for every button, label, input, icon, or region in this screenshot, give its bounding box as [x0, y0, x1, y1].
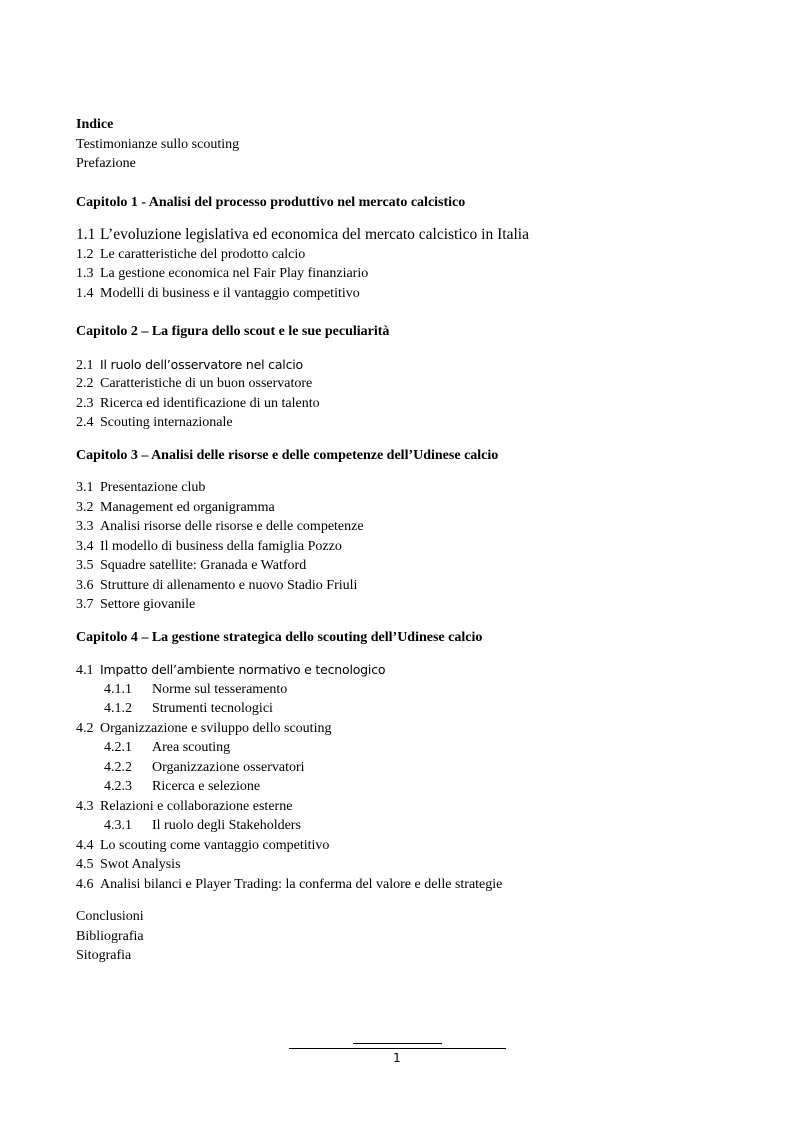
section-label: Il ruolo degli Stakeholders	[152, 818, 301, 833]
toc-subsection: 4.1.1 Norme sul tesseramento	[104, 681, 288, 697]
section-label: Norme sul tesseramento	[152, 681, 288, 697]
section-label: Lo scouting come vantaggio competitivo	[100, 837, 330, 853]
toc-section: 3.3 Analisi risorse delle risorse e delle competenze	[76, 519, 364, 534]
toc-section: 1.4 Modelli di business e il vantaggio competitivo	[76, 285, 360, 301]
section-label: Relazioni e collaborazione esterne	[100, 798, 293, 814]
page-number: 1	[393, 1051, 401, 1065]
section-label: Analisi bilanci e Player Trading: la conferma del valore e delle strategie	[100, 876, 503, 892]
section-label: Modelli di business e il vantaggio competitivo	[100, 285, 360, 301]
toc-section: 1.2 Le caratteristiche del prodotto calcio	[76, 246, 306, 262]
toc-item-sitografia: Sitografia	[76, 948, 132, 963]
section-label: Organizzazione e sviluppo dello scouting	[100, 720, 332, 736]
section-label: Area scouting	[152, 740, 231, 755]
toc-section: 4.3 Relazioni e collaborazione esterne	[76, 798, 293, 814]
chapter-3-title: Capitolo 3 – Analisi delle risorse e delle competenze dell’Udinese calcio	[76, 447, 499, 463]
section-label: Settore giovanile	[100, 597, 196, 612]
chapter-4-title: Capitolo 4 – La gestione strategica dello scouting dell’Udinese calcio	[76, 629, 483, 645]
toc-subsection: 4.2.1 Area scouting	[104, 740, 231, 755]
section-label: Analisi risorse delle risorse e delle competenze	[100, 519, 364, 534]
toc-section: 3.2 Management ed organigramma	[76, 499, 275, 515]
toc-subsection: 4.1.2 Strumenti tecnologici	[104, 701, 273, 716]
toc-section: 2.3 Ricerca ed identificazione di un talento	[76, 395, 320, 411]
toc-section: 3.4 Il modello di business della famiglia Pozzo	[76, 538, 342, 554]
section-label: Il ruolo dell’osservatore nel calcio	[100, 356, 303, 372]
toc-section: 3.1 Presentazione club	[76, 480, 206, 495]
section-label: Swot Analysis	[100, 857, 181, 872]
toc-section: 2.2 Caratteristiche di un buon osservatore	[76, 376, 313, 391]
section-label: Le caratteristiche del prodotto calcio	[100, 246, 306, 262]
footer-rule-long	[289, 1048, 506, 1049]
toc-section: 1.3 La gestione economica nel Fair Play finanziario	[76, 266, 369, 281]
section-label: Ricerca ed identificazione di un talento	[100, 395, 320, 411]
section-label: Caratteristiche di un buon osservatore	[100, 376, 313, 391]
toc-section: 4.2 Organizzazione e sviluppo dello scouting	[76, 720, 332, 736]
toc-subsection: 4.2.3 Ricerca e selezione	[104, 779, 261, 794]
toc-item-testimonianze: Testimonianze sullo scouting	[76, 136, 240, 152]
table-of-contents	[76, 115, 736, 966]
section-label: Impatto dell’ambiente normativo e tecnologico	[100, 662, 386, 677]
chapter-1-title: Capitolo 1 - Analisi del processo produttivo nel mercato calcistico	[76, 194, 466, 210]
section-label: Squadre satellite: Granada e Watford	[100, 558, 307, 573]
toc-section: 2.4 Scouting internazionale	[76, 415, 233, 430]
toc-section: 3.7 Settore giovanile	[76, 597, 196, 612]
section-label: Presentazione club	[100, 480, 206, 495]
toc-section: 4.4 Lo scouting come vantaggio competitivo	[76, 837, 330, 853]
toc-item-prefazione: Prefazione	[76, 156, 136, 171]
toc-subsection: 4.3.1 Il ruolo degli Stakeholders	[104, 818, 301, 833]
toc-item-bibliografia: Bibliografia	[76, 928, 144, 944]
toc-section: 2.1 Il ruolo dell’osservatore nel calcio	[76, 356, 303, 373]
section-label: La gestione economica nel Fair Play finanziario	[100, 266, 369, 281]
toc-subsection: 4.2.2 Organizzazione osservatori	[104, 759, 305, 775]
section-label: Ricerca e selezione	[152, 779, 261, 794]
section-label: Management ed organigramma	[100, 499, 275, 515]
section-label: Strumenti tecnologici	[152, 701, 273, 716]
section-label: Scouting internazionale	[100, 415, 233, 430]
toc-section: 3.6 Strutture di allenamento e nuovo Stadio Friuli	[76, 577, 358, 593]
index-title: Indice	[76, 117, 114, 132]
chapter-2-title: Capitolo 2 – La figura dello scout e le sue peculiarità	[76, 324, 390, 339]
section-label: Strutture di allenamento e nuovo Stadio Friuli	[100, 577, 358, 593]
footer-rule-short	[353, 1043, 442, 1044]
toc-section: 4.6 Analisi bilanci e Player Trading: la conferma del valore e delle strategie	[76, 876, 503, 892]
toc-section: 4.5 Swot Analysis	[76, 857, 181, 872]
toc-section: 1.1 L’evoluzione legislativa ed economica del mercato calcistico in Italia	[76, 226, 529, 243]
section-label: Organizzazione osservatori	[152, 759, 305, 775]
section-label: L’evoluzione legislativa ed economica del mercato calcistico in Italia	[100, 226, 529, 243]
section-label: Il modello di business della famiglia Pozzo	[100, 538, 342, 554]
toc-section: 4.1 Impatto dell’ambiente normativo e tecnologico	[76, 662, 386, 678]
toc-item-conclusioni: Conclusioni	[76, 909, 144, 924]
toc-section: 3.5 Squadre satellite: Granada e Watford	[76, 558, 307, 573]
